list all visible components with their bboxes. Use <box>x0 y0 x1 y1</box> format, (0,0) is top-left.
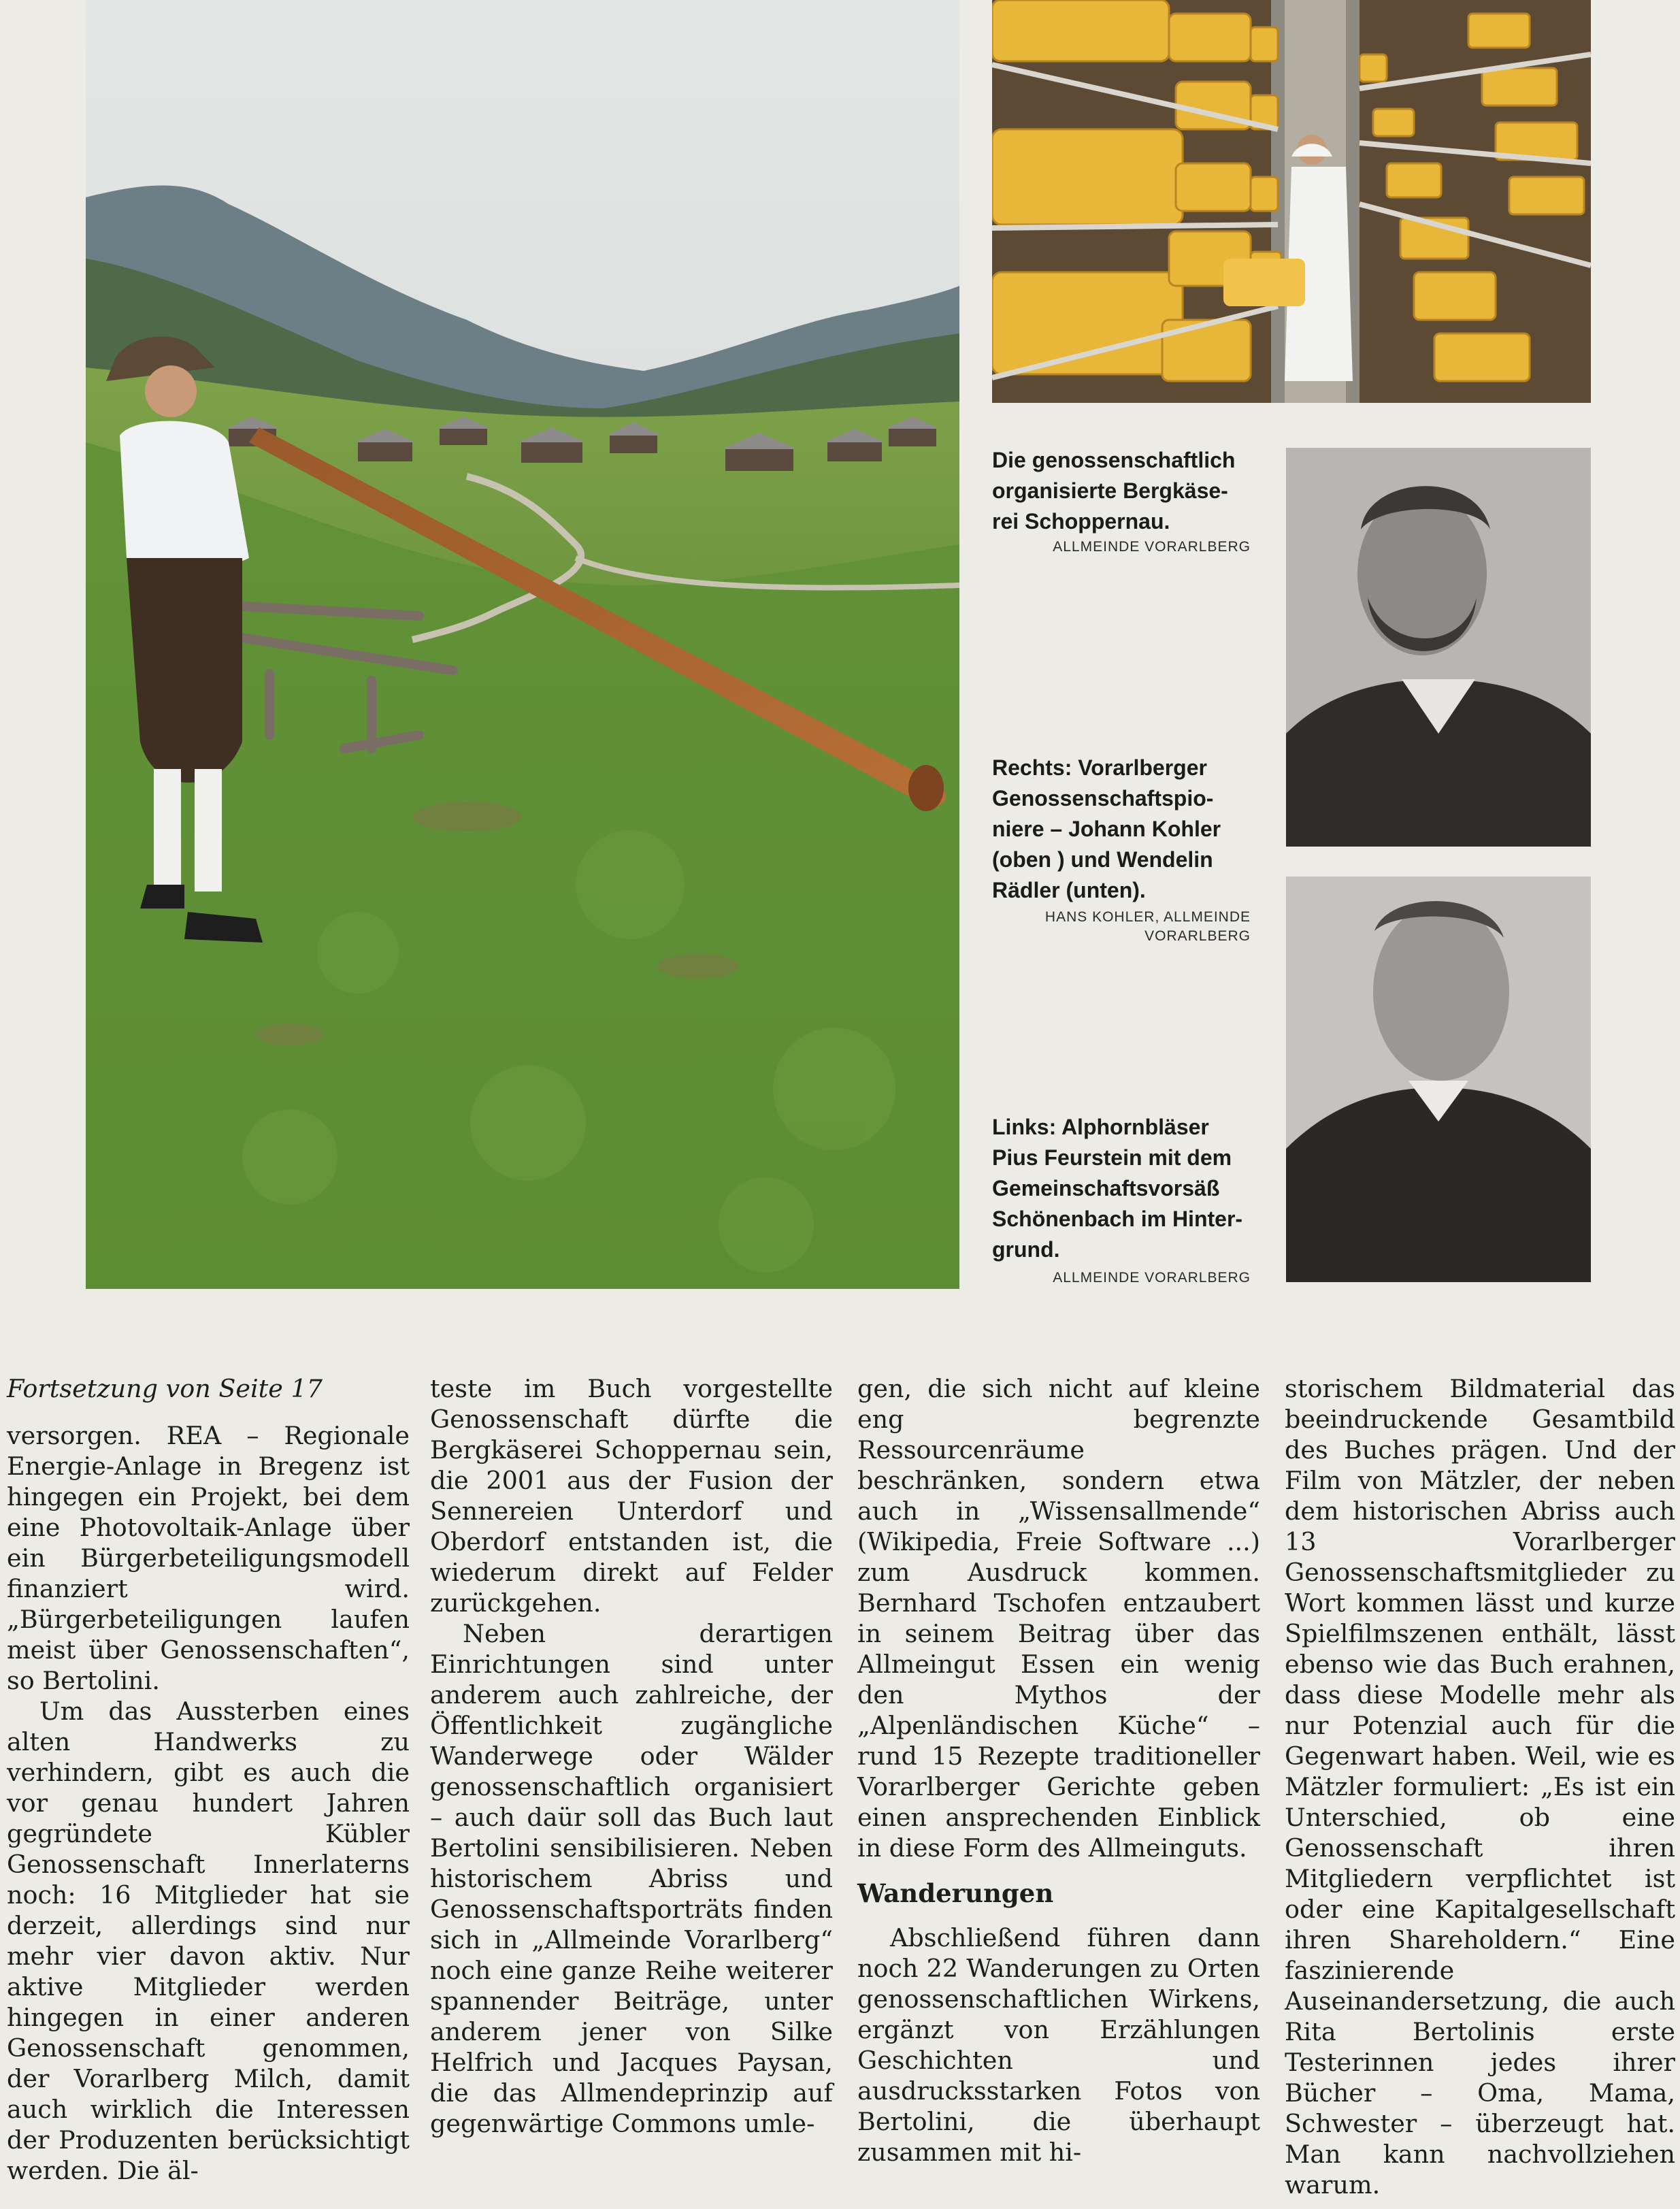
article-column-2 <box>430 1373 833 2139</box>
article-column-4 <box>1285 1373 1675 2200</box>
caption-line: Gemeinschaftsvorsäß <box>992 1176 1220 1200</box>
article-column-3 <box>857 1373 1260 2167</box>
caption-line: Schönenbach im Hinter- <box>992 1207 1243 1231</box>
caption-line: Pius Feurstein mit dem <box>992 1145 1232 1170</box>
alphorn-caption <box>992 1112 1278 1265</box>
cheese-cellar-photo <box>992 0 1591 403</box>
alphorn-photo-credit: ALLMEINDE VORARLBERG <box>1053 1270 1251 1286</box>
caption-line: rei Schoppernau. <box>992 509 1170 534</box>
caption-line: niere – Johann Kohler <box>992 817 1221 841</box>
paragraph: teste im Buch vorgestellte Genossenschaft dürfte die Bergkäserei Schoppernau sein, die 2001 aus der Fusion der Sennereien Unterdorf und Oberdorf entstanden ist, die wiederum direkt auf Felder zurückgehen. <box>430 1374 833 1618</box>
caption-line: Genossenschaftspio- <box>992 786 1214 811</box>
alphorn-photo <box>86 0 959 1289</box>
portrait-raedler-photo <box>1286 877 1591 1282</box>
credit-line: HANS KOHLER, ALLMEINDE <box>1044 909 1251 925</box>
paragraph: Abschließend führen dann noch 22 Wanderungen zu Orten genossenschaftlichen Wirkens, ergänzt von Erzählungen Geschichten und ausdrucksstarken Fotos von Bertolini, die überhaupt zusammen mit hi- <box>857 1923 1260 2167</box>
cheese-photo-credit: ALLMEINDE VORARLBERG <box>1053 539 1251 555</box>
cheese-caption <box>992 445 1264 537</box>
continuation-kicker: Fortsetzung von Seite 17 <box>7 1374 323 1403</box>
caption-line: grund. <box>992 1237 1060 1262</box>
paragraph: Neben derartigen Einrichtungen sind unter anderem auch zahlreiche, der Öffentlichkeit zugängliche Wanderwege oder Wälder genossenschaftlich organisiert – auch daür soll das Buch laut Bertolini sensibilisieren. Neben historischem Abriss und Genossenschaftsporträts finden sich in „Allmeinde Vorarlberg“ noch eine ganze Reihe weiterer spannender Beiträge, unter anderem jener von Silke Helfrich und Jacques Paysan, die das Allmendeprinzip auf gegenwärtige Commons umle- <box>430 1619 833 2138</box>
portrait-kohler-photo <box>1286 448 1591 847</box>
caption-line: Rädler (unten). <box>992 878 1146 902</box>
section-heading: Wanderungen <box>857 1878 1054 1908</box>
portraits-photo-credit <box>992 908 1251 946</box>
caption-line: organisierte Bergkäse- <box>992 478 1228 503</box>
caption-line: Links: Alphornbläser <box>992 1115 1209 1139</box>
caption-line: Die genossenschaftlich <box>992 448 1236 472</box>
paragraph: Um das Aussterben eines alten Handwerks zu verhindern, gibt es auch die vor genau hundert Jahren gegründete Kübler Genossenschaft Innerlaterns noch: 16 Mitglieder hat sie derzeit, allerdings sind nur mehr vier davon aktiv. Nur aktive Mitglieder werden hingegen in einer anderen Genossenschaft genommen, der Vorarlberg Milch, damit auch wirklich die Interessen der Produzenten berücksichtigt werden. Die äl- <box>7 1697 410 2185</box>
paragraph: storischem Bildmaterial das beeindruckende Gesamtbild des Buches prägen. Und der Film von Mätzler, der neben dem historischen Abriss auch 13 Vorarlberger Genossenschaftsmitglieder zu Wort kommen lässt und kurze Spielfilmszenen enthält, lässt ebenso wie das Buch erahnen, dass diese Modelle mehr als nur Potenzial auch für die Gegenwart haben. Weil, wie es Mätzler formuliert: „Es ist ein Unterschied, ob eine Genossenschaft ihren Mitgliedern verpflichtet ist oder eine Kapitalgesellschaft ihren Shareholdern.“ Eine faszinierende Auseinandersetzung, die auch Rita Bertolinis erste Testerinnen jedes ihrer Bücher – Oma, Mama, Schwester – überzeugt hat. Man kann nachvollziehen warum. <box>1285 1374 1675 2199</box>
portraits-caption <box>992 753 1278 906</box>
paragraph: versorgen. REA – Regionale Energie-Anlage in Bregenz ist hingegen ein Projekt, bei dem eine Photovoltaik-Anlage über ein Bürgerbeteiligungsmodell finanziert wird. „Bürgerbeteiligungen laufen meist über Genossenschaften“, so Bertolini. <box>7 1421 410 1695</box>
paragraph: gen, die sich nicht auf kleine eng begrenzte Ressourcenräume beschränken, sondern etwa auch in „Wissensallmende“ (Wikipedia, Freie Software ...) zum Ausdruck kommen. Bernhard Tschofen entzaubert in seinem Beitrag über das Allmeingut Essen ein wenig den Mythos der „Alpenländischen Küche“ – rund 15 Rezepte traditioneller Vorarlberger Gerichte geben einen ansprechenden Einblick in diese Form des Allmeinguts. <box>857 1374 1260 1863</box>
caption-line: Rechts: Vorarlberger <box>992 755 1207 780</box>
caption-line: (oben ) und Wendelin <box>992 847 1213 872</box>
article-column-1 <box>7 1373 410 2186</box>
credit-line: VORARLBERG <box>1144 928 1251 944</box>
